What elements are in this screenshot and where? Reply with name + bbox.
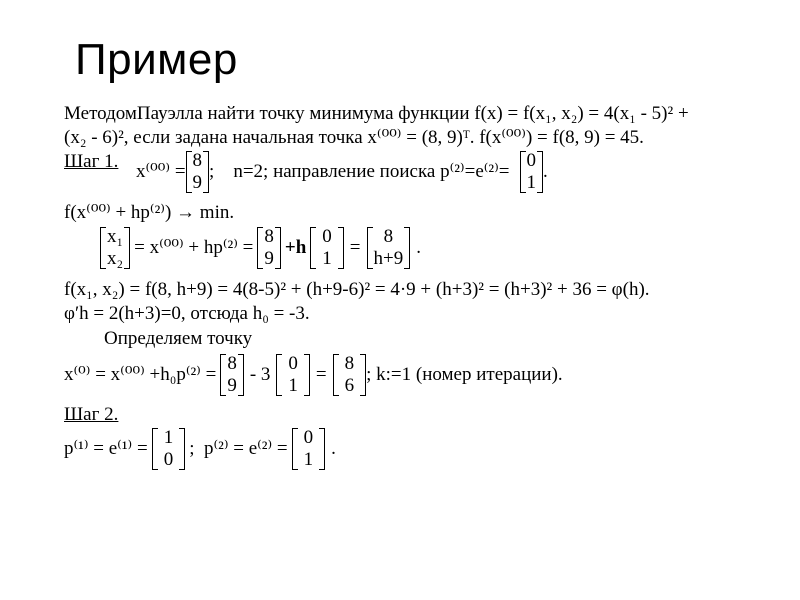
vec-entry: 0 <box>322 226 332 247</box>
vec-entry: 8 <box>227 353 237 374</box>
e1-vector <box>152 427 186 471</box>
vec-entry: 8 <box>383 226 394 247</box>
e2-vector <box>292 427 326 471</box>
vec-entry: 1 <box>163 427 174 448</box>
period: . <box>543 161 548 182</box>
vec-entry: 8 <box>344 353 355 374</box>
vector-8-h9 <box>367 226 411 270</box>
p1-label: p⁽¹⁾ = e⁽¹⁾ = <box>64 438 148 459</box>
equals: = <box>349 237 361 258</box>
e2-vector <box>520 150 544 194</box>
x-vector <box>100 226 130 270</box>
new-point-row <box>64 353 563 397</box>
equation-part: = x⁽⁰⁰⁾ + hp⁽²⁾ = <box>134 237 254 258</box>
vector-8-9 <box>257 226 281 270</box>
period: . <box>331 438 336 459</box>
plus-h: +h <box>284 237 307 258</box>
direction-text: ; n=2; направление поиска p⁽²⁾=e⁽²⁾= <box>209 161 510 182</box>
vector-8-6 <box>333 353 367 397</box>
x00-vector <box>186 150 210 194</box>
determine-point-text: Определяем точку <box>104 328 253 349</box>
step-2-vectors-row <box>64 427 336 471</box>
slide-title: Пример <box>75 35 238 84</box>
vec-entry: 0 <box>163 449 174 470</box>
point-expression-row <box>100 226 421 270</box>
function-substitution-line: f(x₁, x₂) = f(8, h+9) = 4(8-5)² + (h+9-6)² = 4·9 + (h+3)² = (h+3)² + 36 = φ(h). <box>64 279 650 300</box>
step-2-directions <box>64 404 118 426</box>
vec-entry: 1 <box>303 449 314 470</box>
x00-label: x⁽⁰⁰⁾ = <box>136 161 186 182</box>
step-1-label: Шаг 1. <box>64 151 119 172</box>
vec-entry: 8 <box>264 226 274 247</box>
vec-entry: 9 <box>227 375 237 396</box>
new-point-lhs: x⁽⁰⁾ = x⁽⁰⁰⁾ +h₀p⁽²⁾ = <box>64 364 217 385</box>
vector-0-1 <box>276 353 310 397</box>
problem-statement-line-2: (x₂ - 6)², если задана начальная точка x⁽⁰⁰⁾ = (8, 9)ᵀ. f(x⁽⁰⁰⁾) = f(8, 9) = 45. <box>64 127 644 148</box>
minimization-statement: f(x⁽⁰⁰⁾ + hp⁽²⁾) → min. <box>64 202 235 223</box>
step-2-label: Шаг 2. <box>64 404 119 425</box>
vec-entry: x₂ <box>107 248 124 269</box>
vec-entry: 8 <box>192 150 203 171</box>
vector-8-9 <box>220 353 244 397</box>
vec-entry: x₁ <box>107 226 124 247</box>
vec-entry: 1 <box>322 248 332 269</box>
problem-statement-line-1: МетодомПауэлла найти точку минимума функции f(x) = f(x₁, x₂) = 4(x₁ - 5)² + <box>64 103 689 124</box>
derivative-line: φ′h = 2(h+3)=0, отсюда h₀ = -3. <box>64 303 310 324</box>
iteration-text: ; k:=1 (номер итерации). <box>366 364 563 385</box>
vec-entry: 6 <box>344 375 355 396</box>
vec-entry: 0 <box>288 353 298 374</box>
minus-3: - 3 <box>249 364 271 385</box>
vector-0-1 <box>310 226 344 270</box>
vec-entry: 0 <box>526 150 536 171</box>
vec-entry: 0 <box>303 427 314 448</box>
equals: = <box>315 364 327 385</box>
vec-entry: 1 <box>288 375 298 396</box>
vec-entry: 1 <box>526 172 536 193</box>
vec-entry: h+9 <box>373 248 404 269</box>
period: . <box>416 237 421 258</box>
step-1-initial-point-row <box>136 150 548 194</box>
vec-entry: 9 <box>192 172 203 193</box>
vec-entry: 9 <box>264 248 274 269</box>
p2-label: ; p⁽²⁾ = e⁽²⁾ = <box>189 438 288 459</box>
